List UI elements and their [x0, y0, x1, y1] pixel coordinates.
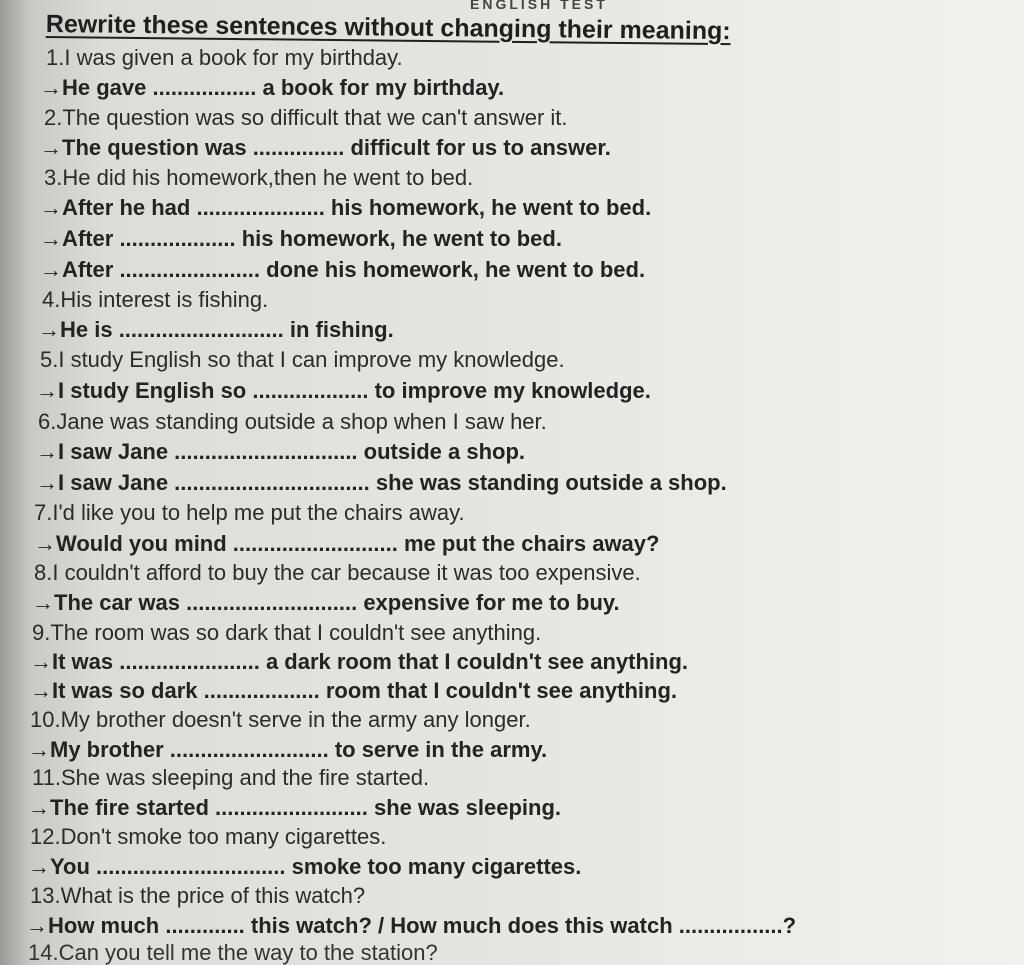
rewrite-answer-line: →After he had ..................... his homework, he went to bed. — [40, 195, 652, 220]
rewrite-answer-line: →I saw Jane ................................ she was standing outside a shop. — [36, 470, 727, 495]
question-line: 11.She was sleeping and the fire started. — [32, 765, 430, 790]
rewrite-answer-line: →My brother .......................... to serve in the army. — [28, 737, 548, 762]
cropped-next-question: 14.Can you tell me the way to the station? — [28, 940, 438, 965]
rewrite-answer-line: →I study English so ................... to improve my knowledge. — [36, 378, 651, 403]
question-line: 10.My brother doesn't serve in the army any longer. — [30, 707, 531, 732]
rewrite-answer-line: →The car was ............................ expensive for me to buy. — [32, 590, 620, 615]
rewrite-answer-line: →He is ........................... in fishing. — [38, 317, 394, 342]
question-line: 9.The room was so dark that I couldn't see anything. — [32, 620, 542, 645]
question-line: 8.I couldn't afford to buy the car because it was too expensive. — [34, 560, 641, 585]
rewrite-answer-line: →After ....................... done his homework, he went to bed. — [40, 257, 646, 282]
question-line: 1.I was given a book for my birthday. — [46, 45, 403, 70]
rewrite-answer-line: →The question was ............... difficult for us to answer. — [40, 135, 611, 160]
rewrite-answer-line: →How much ............. this watch? / How much does this watch .................? — [26, 913, 797, 938]
question-line: 5.I study English so that I can improve my knowledge. — [40, 347, 565, 372]
question-line: 6.Jane was standing outside a shop when I saw her. — [38, 409, 547, 434]
question-line: 7.I'd like you to help me put the chairs away. — [34, 500, 465, 525]
rewrite-answer-line: →You ............................... smoke too many cigarettes. — [28, 854, 582, 879]
rewrite-answer-line: →He gave ................. a book for my birthday. — [40, 75, 505, 100]
question-line: 2.The question was so difficult that we can't answer it. — [44, 105, 568, 130]
question-line: 13.What is the price of this watch? — [30, 883, 366, 908]
test-title-cropped: ENGLISH TEST — [470, 0, 608, 12]
rewrite-answer-line: →It was ....................... a dark room that I couldn't see anything. — [30, 649, 689, 674]
rewrite-answer-line: →I saw Jane .............................. outside a shop. — [36, 439, 526, 464]
question-line: 12.Don't smoke too many cigarettes. — [30, 824, 387, 849]
rewrite-answer-line: →It was so dark ................... room that I couldn't see anything. — [30, 678, 678, 703]
instruction-heading: Rewrite these sentences without changing their meaning: — [45, 10, 731, 46]
rewrite-answer-line: →After ................... his homework, he went to bed. — [40, 226, 562, 251]
question-line: 4.His interest is fishing. — [42, 287, 269, 312]
rewrite-answer-line: →The fire started ......................... she was sleeping. — [28, 795, 562, 820]
rewrite-answer-line: →Would you mind ........................... me put the chairs away? — [34, 531, 660, 556]
question-line: 3.He did his homework,then he went to bed. — [44, 165, 474, 190]
